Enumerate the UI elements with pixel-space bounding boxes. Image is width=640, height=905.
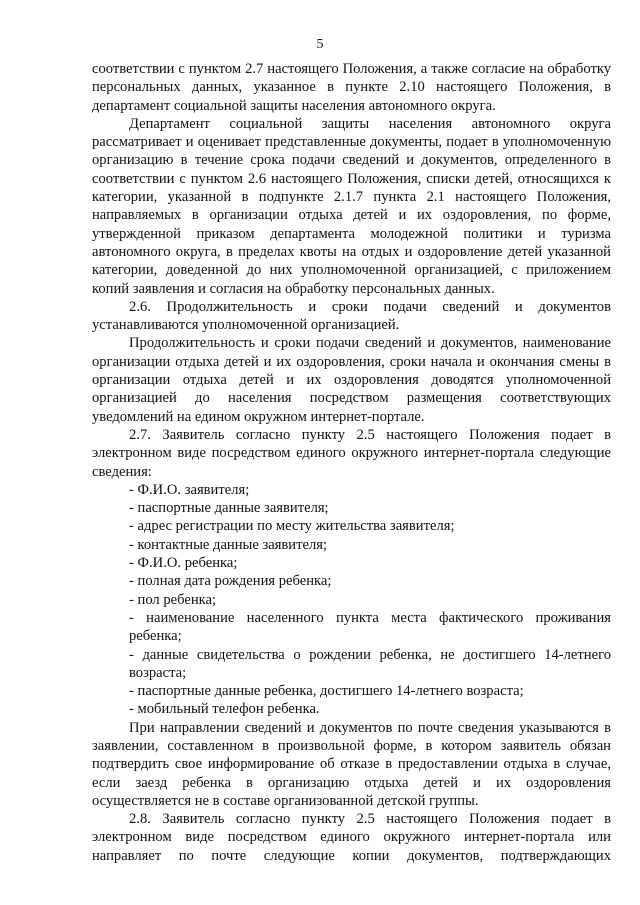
paragraph-duration-terms: Продолжительность и сроки подачи сведений и документов, наименование организации отдыха детей и их оздоровления, сроки начала и окончания смены в организации отдыха детей и их оздоровления доводятся уполномоченной организацией до населения посредством размещения соответствующих уведомлений на едином окружном интернет-портале.: [92, 335, 611, 425]
page-number: 5: [316, 37, 324, 52]
paragraph-department-review: Департамент социальной защиты населения автономного округа рассматривает и оценивает представленные документы, подает в уполномоченную организацию в течение срока подачи сведений и документов, определенного в соответствии с пунктом 2.6 настоящего Положения, списки детей, относящихся к категории, указанной в подпункте 2.1.7 пункта 2.1 настоящего Положения, направляемых в организации отдыха детей и их оздоровления, по форме, утвержденной приказом департамента молодежной политики и туризма автономного округа, в пределах квоты на отдых и оздоровление детей указанной категории, доведенной до них уполномоченной организацией, с приложением копий заявления и согласия на обработку персональных данных.: [92, 115, 611, 297]
list-item: - мобильный телефон ребенка.: [129, 701, 320, 718]
list-item: - наименование населенного пункта места фактического проживания ребенка;: [129, 609, 611, 645]
list-item: - Ф.И.О. ребенка;: [129, 555, 238, 572]
paragraph-continuation: соответствии с пунктом 2.7 настоящего Положения, а также согласие на обработку персональных данных, указанное в пункте 2.10 настоящего Положения, в департамент социальной защиты населения автономного округа.: [92, 61, 611, 114]
required-info-list: [92, 481, 611, 719]
list-item: - паспортные данные ребенка, достигшего 14-летнего возраста;: [129, 683, 524, 700]
paragraph-2-6: 2.6. Продолжительность и сроки подачи сведений и документов устанавливаются уполномоченной организацией.: [92, 298, 611, 334]
document-body: [92, 60, 611, 865]
list-item: - полная дата рождения ребенка;: [129, 573, 332, 590]
list-item: - данные свидетельства о рождении ребенка, не достигшего 14-летнего возраста;: [129, 646, 611, 681]
list-item: - контактные данные заявителя;: [129, 536, 328, 553]
list-item: - пол ребенка;: [129, 591, 217, 608]
paragraph-postal-submission: При направлении сведений и документов по почте сведения указываются в заявлении, составленном в произвольной форме, в котором заявитель обязан подтвердить свое информирование об отказе в предоставлении отдыха в случае, если заезд ребенка в организацию отдыха детей и их оздоровления осуществляется не в составе организованной детской группы.: [92, 719, 611, 809]
paragraph-2-7: 2.7. Заявитель согласно пункту 2.5 настоящего Положения подает в электронном виде посредством единого окружного интернет-портала следующие сведения:: [92, 426, 611, 480]
list-item: - Ф.И.О. заявителя;: [129, 481, 250, 498]
list-item: - паспортные данные заявителя;: [129, 500, 329, 517]
list-item: - адрес регистрации по месту жительства заявителя;: [129, 518, 455, 535]
paragraph-2-8: 2.8. Заявитель согласно пункту 2.5 настоящего Положения подает в электронном виде посредством единого окружного интернет-портала или направляет по почте следующие копии документов, подтверждающих: [92, 811, 611, 864]
